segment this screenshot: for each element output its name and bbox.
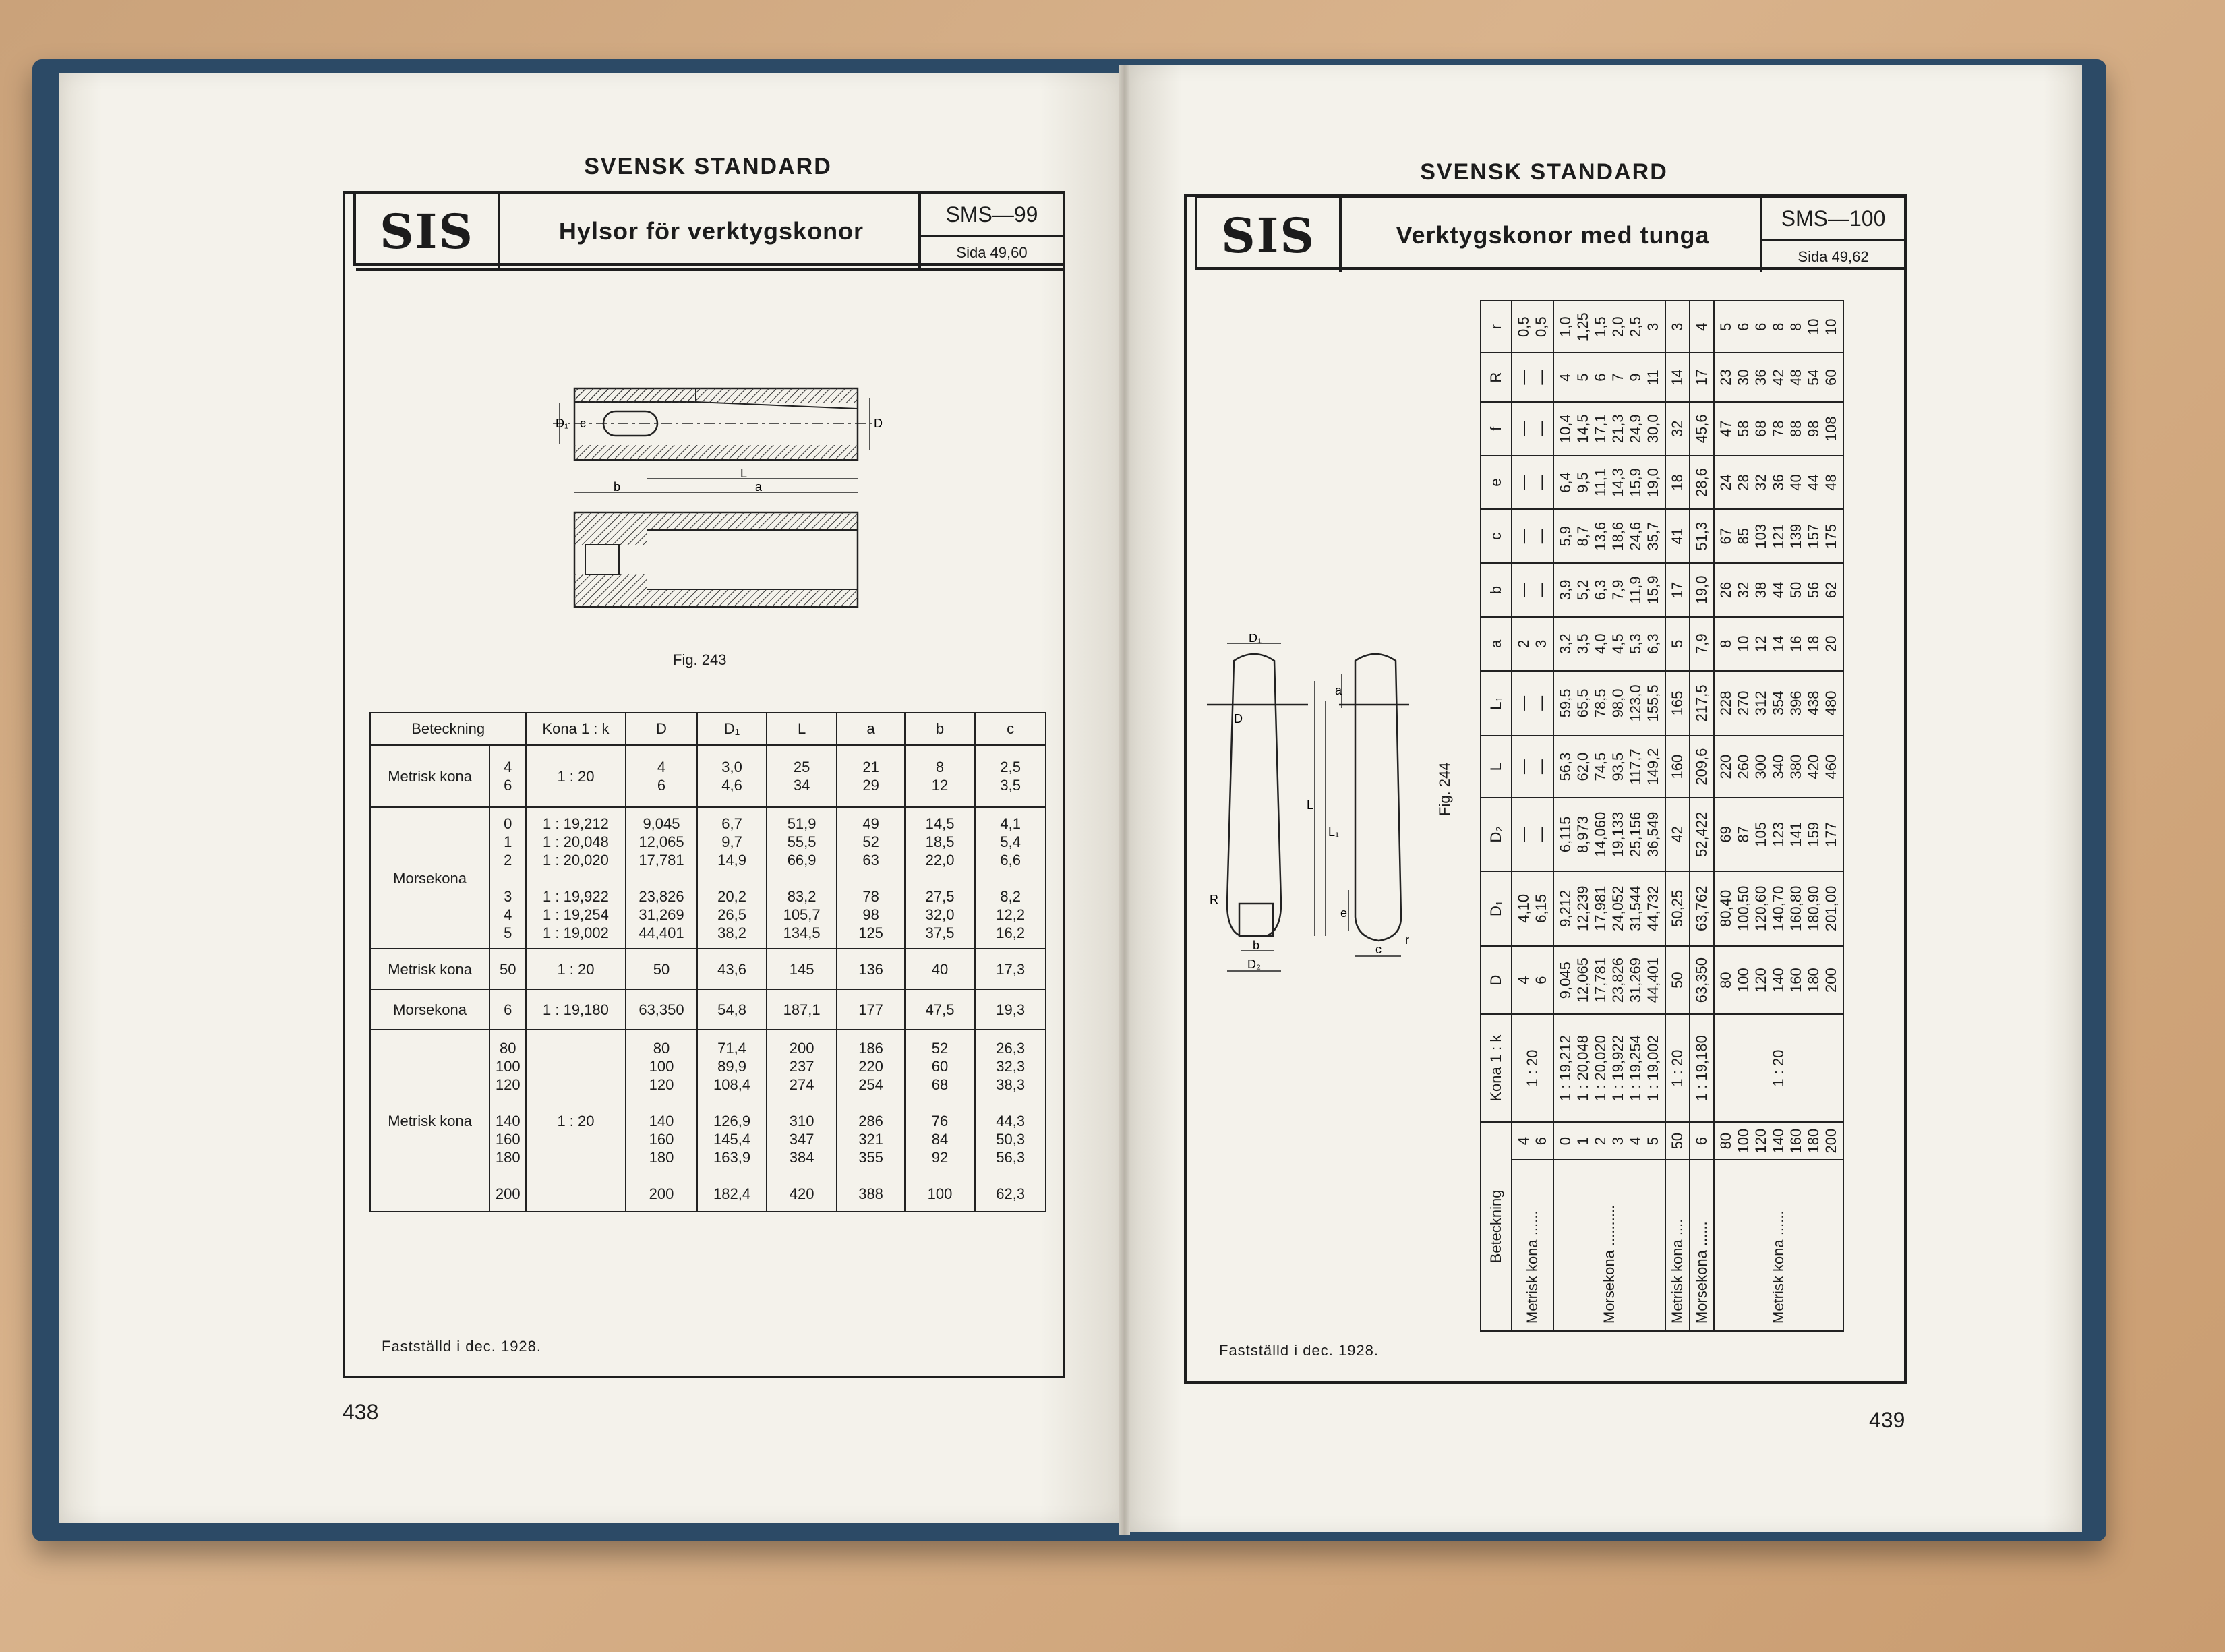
rt-g1-r: 4 5 6 7 9 11: [1553, 353, 1665, 401]
fig243-b-label: b: [614, 480, 621, 494]
rt-g2-l1: 165: [1665, 671, 1690, 736]
fig-244-caption: Fig. 244: [1436, 762, 1453, 816]
lt-g0-c: 2,5 3,5: [975, 745, 1046, 807]
left-header-box: [353, 191, 1065, 266]
lt-g3-l: 187,1: [767, 989, 837, 1030]
lt-g4-kona: 1 : 20: [526, 1030, 625, 1212]
rt-g4-d2: 69 87 105 123 141 159 177: [1714, 798, 1843, 871]
lt-g1-d: 9,045 12,065 17,781 23,826 31,269 44,401: [626, 807, 698, 949]
lt-g2-sizes: 50: [489, 949, 526, 989]
rt-h-beteckning: Beteckning: [1481, 1122, 1512, 1331]
rt-g1-b: 3,9 5,2 6,3 7,9 11,9 15,9: [1553, 563, 1665, 617]
rt-g4-sizes: 80 100 120 140 160 180 200: [1714, 1122, 1843, 1160]
rt-g0-d: 4 6: [1512, 946, 1553, 1014]
rt-h-d2: D₂: [1481, 798, 1512, 871]
sis-logo-text: SIS: [1221, 207, 1315, 264]
lt-g3-kona: 1 : 19,180: [526, 989, 625, 1030]
rt-g4-e: 24 28 32 36 40 44 48: [1714, 456, 1843, 510]
lt-h-d1: D₁: [697, 713, 766, 745]
lt-g4-l: 200 237 274 310 347 384 420: [767, 1030, 837, 1212]
right-header-box: [1195, 196, 1907, 270]
rt-g3-d2: 52,422: [1690, 798, 1714, 871]
fig244-r-label: r: [1405, 933, 1409, 947]
rt-g4-f: 47 58 68 78 88 98 108: [1714, 402, 1843, 456]
rt-h-kona: Kona 1 : k: [1481, 1014, 1512, 1121]
table-row: [370, 1030, 1046, 1212]
table-row: [370, 989, 1046, 1030]
rt-h-l: L: [1481, 736, 1512, 798]
fig243-d-label: D: [874, 417, 883, 430]
table-row: [1512, 301, 1553, 1331]
lt-h-a: a: [837, 713, 904, 745]
rt-g1-e: 6,4 9,5 11,1 14,3 15,9 19,0: [1553, 456, 1665, 510]
rt-g2-r: 14: [1665, 353, 1690, 401]
rt-g2-d2: 42: [1665, 798, 1690, 871]
rt-g2-label: Metrisk kona ....: [1665, 1160, 1690, 1331]
lt-g3-b: 47,5: [905, 989, 976, 1030]
lt-g3-sizes: 6: [489, 989, 526, 1030]
lt-h-kona: Kona 1 : k: [526, 713, 625, 745]
lt-g1-l: 51,9 55,5 66,9 83,2 105,7 134,5: [767, 807, 837, 949]
lt-g1-a: 49 52 63 78 98 125: [837, 807, 904, 949]
right-dimension-table: [1480, 300, 1844, 1332]
lt-g1-b: 14,5 18,5 22,0 27,5 32,0 37,5: [905, 807, 976, 949]
rt-g1-sizes: 0 1 2 3 4 5: [1553, 1122, 1665, 1160]
rt-h-e: e: [1481, 456, 1512, 510]
lt-g2-d1: 43,6: [697, 949, 766, 989]
lt-h-d: D: [626, 713, 698, 745]
lt-h-beteckning: Beteckning: [370, 713, 526, 745]
right-standard-header: SVENSK STANDARD: [1420, 159, 1668, 185]
rt-g3-l: 209,6: [1690, 736, 1714, 798]
lt-g2-kona: 1 : 20: [526, 949, 625, 989]
fig243-a-label: a: [755, 480, 763, 494]
lt-g1-d1: 6,7 9,7 14,9 20,2 26,5 38,2: [697, 807, 766, 949]
lt-g2-label: Metrisk kona: [370, 949, 489, 989]
rt-g0-a: 2 3: [1512, 617, 1553, 671]
rt-g1-c: 5,9 8,7 13,6 18,6 24,6 35,7: [1553, 509, 1665, 563]
rt-g2-b: 17: [1665, 563, 1690, 617]
lt-g4-b: 52 60 68 76 84 92 100: [905, 1030, 976, 1212]
left-sms-number: SMS—99: [921, 194, 1063, 237]
book-gutter: [1119, 65, 1130, 1535]
lt-g3-label: Morsekona: [370, 989, 489, 1030]
left-table-header-row: [370, 713, 1046, 745]
lt-g0-a: 21 29: [837, 745, 904, 807]
lt-h-b: b: [905, 713, 976, 745]
rt-g1-kona: 1 : 19,212 1 : 20,048 1 : 20,020 1 : 19,922 1 : 19,254 1 : 19,002: [1553, 1014, 1665, 1121]
lt-g0-kona: 1 : 20: [526, 745, 625, 807]
right-footer-note: Fastställd i dec. 1928.: [1219, 1342, 1380, 1359]
rt-g1-d: 9,045 12,065 17,781 23,826 31,269 44,401: [1553, 946, 1665, 1014]
rt-g4-c: 67 85 103 121 139 157 175: [1714, 509, 1843, 563]
rt-g4-l: 220 260 300 340 380 420 460: [1714, 736, 1843, 798]
table-row: [370, 949, 1046, 989]
fig244-d-label: D: [1234, 712, 1243, 726]
rt-g4-r: 5 6 6 8 8 10 10: [1714, 301, 1843, 353]
rt-h-d1: D₁: [1481, 871, 1512, 946]
lt-g2-d: 50: [626, 949, 698, 989]
lt-g0-label: Metrisk kona: [370, 745, 489, 807]
lt-g2-a: 136: [837, 949, 904, 989]
rt-g0-f: — —: [1512, 402, 1553, 456]
rt-h-r-small: r: [1481, 301, 1512, 353]
lt-h-c: c: [975, 713, 1046, 745]
lt-g1-sizes: 0 1 2 3 4 5: [489, 807, 526, 949]
lt-g4-c: 26,3 32,3 38,3 44,3 50,3 56,3 62,3: [975, 1030, 1046, 1212]
rt-g2-d1: 50,25: [1665, 871, 1690, 946]
rt-g0-l1: — —: [1512, 671, 1553, 736]
rt-g0-r: — —: [1512, 353, 1553, 401]
lt-g0-d: 4 6: [626, 745, 698, 807]
rt-g2-f: 32: [1665, 402, 1690, 456]
left-dimension-table: [369, 712, 1046, 1212]
rt-g0-label: Metrisk kona ......: [1512, 1160, 1553, 1331]
left-doc-title: Hylsor för verktygskonor: [558, 217, 864, 245]
rt-g2-l: 160: [1665, 736, 1690, 798]
lt-g4-label: Metrisk kona: [370, 1030, 489, 1212]
right-table-header-row: [1481, 301, 1512, 1331]
lt-g0-sizes: 4 6: [489, 745, 526, 807]
table-row: [1553, 301, 1665, 1331]
rt-g2-kona: 1 : 20: [1665, 1014, 1690, 1121]
rt-h-d: D: [1481, 946, 1512, 1014]
sis-logo: [356, 194, 500, 268]
fig243-c-label: c: [580, 417, 586, 430]
sis-logo: [1197, 198, 1342, 272]
table-row: [370, 807, 1046, 949]
rt-g1-a: 3,2 3,5 4,0 4,5 5,3 6,3: [1553, 617, 1665, 671]
rt-g2-sizes: 50: [1665, 1122, 1690, 1160]
lt-g1-label: Morsekona: [370, 807, 489, 949]
lt-g3-c: 19,3: [975, 989, 1046, 1030]
lt-g1-c: 4,1 5,4 6,6 8,2 12,2 16,2: [975, 807, 1046, 949]
rt-g4-kona: 1 : 20: [1714, 1014, 1843, 1121]
lt-g2-l: 145: [767, 949, 837, 989]
rt-g4-label: Metrisk kona ......: [1714, 1160, 1843, 1331]
lt-g3-d1: 54,8: [697, 989, 766, 1030]
rt-g0-r: 0,5 0,5: [1512, 301, 1553, 353]
rt-g3-l1: 217,5: [1690, 671, 1714, 736]
rt-h-a: a: [1481, 617, 1512, 671]
fig244-e-label: e: [1340, 906, 1348, 920]
fig-243-drawing: [512, 378, 903, 647]
rt-g3-b: 19,0: [1690, 563, 1714, 617]
fig244-l-label: L: [1307, 798, 1314, 812]
rt-g3-d1: 63,762: [1690, 871, 1714, 946]
rt-g3-sizes: 6: [1690, 1122, 1714, 1160]
lt-g0-b: 8 12: [905, 745, 976, 807]
rt-g4-d: 80 100 120 140 160 180 200: [1714, 946, 1843, 1014]
left-standard-header: SVENSK STANDARD: [584, 154, 832, 179]
table-row: [1714, 301, 1843, 1331]
fig-243-caption: Fig. 243: [673, 651, 727, 668]
rt-g3-label: Morsekona ......: [1690, 1160, 1714, 1331]
lt-h-l: L: [767, 713, 837, 745]
lt-g1-kona: 1 : 19,212 1 : 20,048 1 : 20,020 1 : 19,922 1 : 19,254 1 : 19,002: [526, 807, 625, 949]
sis-logo-text: SIS: [380, 203, 474, 260]
rt-g1-l: 56,3 62,0 74,5 93,5 117,7 149,2: [1553, 736, 1665, 798]
rt-g2-d: 50: [1665, 946, 1690, 1014]
rt-h-c: c: [1481, 509, 1512, 563]
rt-g0-l: — —: [1512, 736, 1553, 798]
rt-g0-b: — —: [1512, 563, 1553, 617]
lt-g3-d: 63,350: [626, 989, 698, 1030]
rt-h-b: b: [1481, 563, 1512, 617]
rt-g1-l1: 59,5 65,5 78,5 98,0 123,0 155,5: [1553, 671, 1665, 736]
fig244-d1-label: D₁: [1249, 634, 1262, 645]
rt-g0-sizes: 4 6: [1512, 1122, 1553, 1160]
rt-g3-e: 28,6: [1690, 456, 1714, 510]
left-footer-note: Fastställd i dec. 1928.: [382, 1338, 542, 1355]
lt-g0-l: 25 34: [767, 745, 837, 807]
table-row: [1690, 301, 1714, 1331]
rt-h-f: f: [1481, 402, 1512, 456]
right-sms-number: SMS—100: [1762, 198, 1904, 241]
right-page-number: 439: [1869, 1408, 1905, 1432]
table-row: [1665, 301, 1690, 1331]
rt-g2-a: 5: [1665, 617, 1690, 671]
lt-g2-c: 17,3: [975, 949, 1046, 989]
fig244-a-label: a: [1335, 684, 1342, 697]
table-row: [370, 745, 1046, 807]
right-sms-cell: [1760, 198, 1904, 272]
lt-g4-d1: 71,4 89,9 108,4 126,9 145,4 163,9 182,4: [697, 1030, 766, 1212]
rt-g1-f: 10,4 14,5 17,1 21,3 24,9 30,0: [1553, 402, 1665, 456]
rt-g1-label: Morsekona ..........: [1553, 1160, 1665, 1331]
lt-g2-b: 40: [905, 949, 976, 989]
rt-g3-f: 45,6: [1690, 402, 1714, 456]
fig244-l1-label: L₁: [1328, 825, 1340, 839]
fig244-r2-label: R: [1210, 893, 1218, 906]
rt-g0-d2: — —: [1512, 798, 1553, 871]
left-sida: Sida 49,60: [956, 243, 1028, 261]
rt-g3-d: 63,350: [1690, 946, 1714, 1014]
rt-g0-c: — —: [1512, 509, 1553, 563]
right-doc-title: Verktygskonor med tunga: [1396, 221, 1710, 249]
lt-g0-d1: 3,0 4,6: [697, 745, 766, 807]
lt-g4-d: 80 100 120 140 160 180 200: [626, 1030, 698, 1212]
rt-g0-d1: 4,10 6,15: [1512, 871, 1553, 946]
left-page-number: 438: [343, 1400, 379, 1424]
fig244-b-label: b: [1253, 939, 1260, 952]
rt-g0-e: — —: [1512, 456, 1553, 510]
fig244-d2-label: D₂: [1247, 957, 1261, 971]
rt-g3-c: 51,3: [1690, 509, 1714, 563]
rt-g1-d1: 9,212 12,239 17,981 24,052 31,544 44,732: [1553, 871, 1665, 946]
rt-g1-d2: 6,115 8,973 14,060 19,133 25,156 36,549: [1553, 798, 1665, 871]
rt-g3-kona: 1 : 19,180: [1690, 1014, 1714, 1121]
rt-g4-d1: 80,40 100,50 120,60 140,70 160,80 180,90 201,00: [1714, 871, 1843, 946]
rt-h-r-big: R: [1481, 353, 1512, 401]
rt-g2-e: 18: [1665, 456, 1690, 510]
rt-g4-l1: 228 270 312 354 396 438 480: [1714, 671, 1843, 736]
rt-g2-r: 3: [1665, 301, 1690, 353]
rt-g1-r: 1,0 1,25 1,5 2,0 2,5 3: [1553, 301, 1665, 353]
rt-g3-r: 4: [1690, 301, 1714, 353]
rt-h-l1: L₁: [1481, 671, 1512, 736]
right-table-rotated-frame: [1480, 300, 1891, 1332]
lt-g3-a: 177: [837, 989, 904, 1030]
fig244-c-label: c: [1375, 943, 1382, 956]
rt-g2-c: 41: [1665, 509, 1690, 563]
left-sms-cell: [918, 194, 1063, 268]
rt-g4-r: 23 30 36 42 48 54 60: [1714, 353, 1843, 401]
rt-g4-a: 8 10 12 14 16 18 20: [1714, 617, 1843, 671]
rt-g3-r: 17: [1690, 353, 1714, 401]
rt-g0-kona: 1 : 20: [1512, 1014, 1553, 1121]
lt-g4-a: 186 220 254 286 321 355 388: [837, 1030, 904, 1212]
rt-g4-b: 26 32 38 44 50 56 62: [1714, 563, 1843, 617]
fig-244-drawing: [1207, 634, 1436, 984]
right-sida: Sida 49,62: [1798, 247, 1869, 265]
fig243-d1-label: D₁: [556, 417, 569, 430]
rt-g3-a: 7,9: [1690, 617, 1714, 671]
fig243-l-label: L: [740, 467, 748, 480]
lt-g4-sizes: 80 100 120 140 160 180 200: [489, 1030, 526, 1212]
